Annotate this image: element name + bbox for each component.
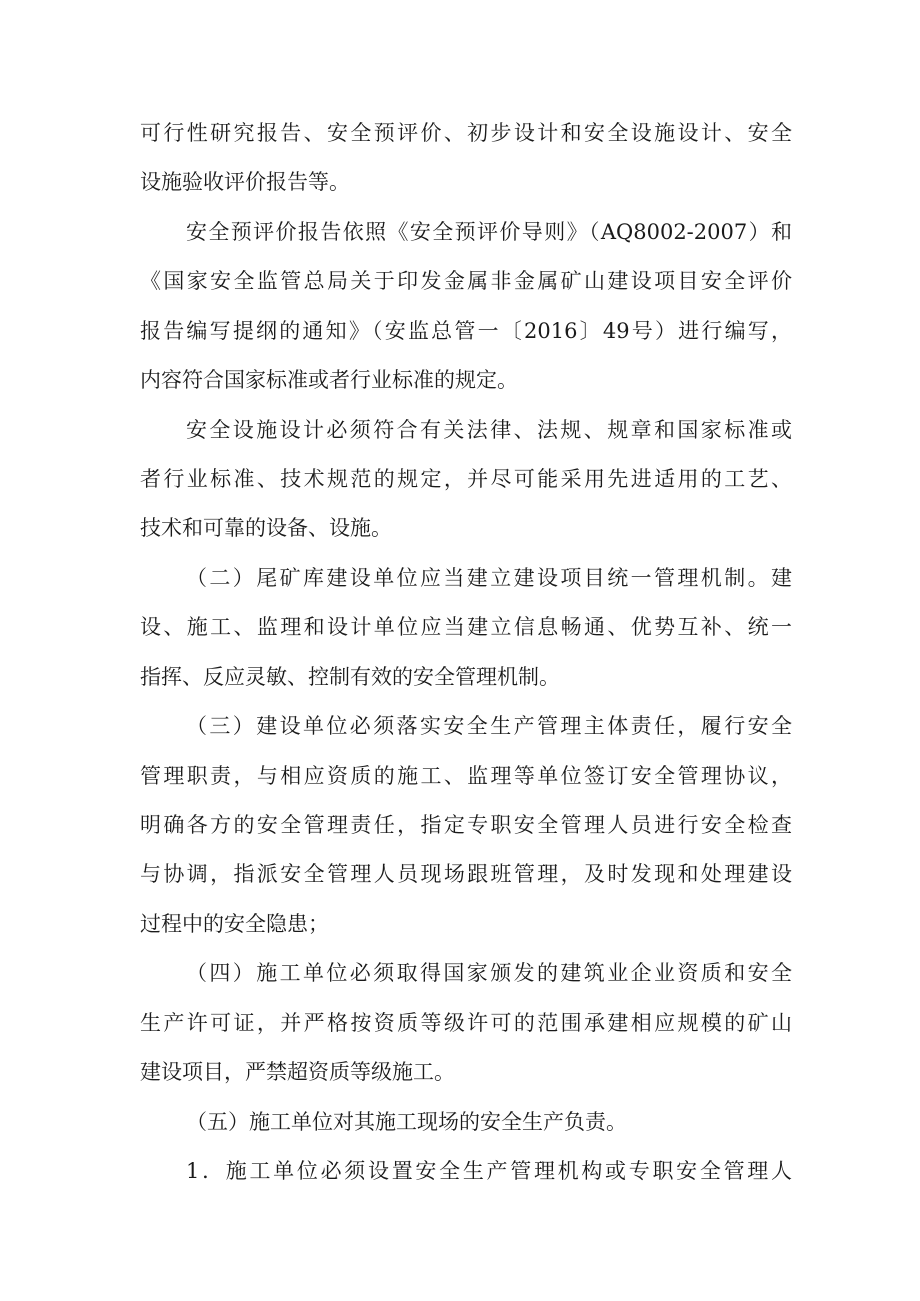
text-line: 与协调，指派安全管理人员现场跟班管理，及时发现和处理建设 bbox=[140, 862, 792, 886]
paragraph-start-line: （五）施工单位对其施工现场的安全生产负责。 bbox=[186, 1110, 627, 1134]
paragraph-start-line: （四）施工单位必须取得国家颁发的建筑业企业资质和安全 bbox=[186, 961, 792, 985]
text-line: 管理职责，与相应资质的施工、监理等单位签订安全管理协议， bbox=[140, 764, 792, 788]
text-line: 可行性研究报告、安全预评价、初步设计和安全设施设计、安全 bbox=[140, 121, 792, 145]
paragraph-start-line: （三）建设单位必须落实安全生产管理主体责任，履行安全 bbox=[186, 714, 792, 738]
paragraph-start-line: （二）尾矿库建设单位应当建立建设项目统一管理机制。建 bbox=[186, 566, 792, 590]
text-line: 设施验收评价报告等。 bbox=[140, 170, 350, 194]
paragraph-start-line: 安全设施设计必须符合有关法律、法规、规章和国家标准或 bbox=[186, 418, 792, 442]
paragraph-start-line: 1．施工单位必须设置安全生产管理机构或专职安全管理人 bbox=[186, 1159, 792, 1183]
text-line: 明确各方的安全管理责任，指定专职安全管理人员进行安全检查 bbox=[140, 813, 792, 837]
text-line: 建设项目，严禁超资质等级施工。 bbox=[140, 1060, 455, 1084]
text-line: 报告编写提纲的通知》（安监总管一〔2016〕49号）进行编写， bbox=[140, 319, 792, 343]
text-line: 生产许可证，并严格按资质等级许可的范围承建相应规模的矿山 bbox=[140, 1011, 792, 1035]
paragraph-start-line: 安全预评价报告依照《安全预评价导则》（AQ8002-2007）和 bbox=[186, 220, 792, 244]
text-line: 设、施工、监理和设计单位应当建立信息畅通、优势互补、统一 bbox=[140, 615, 792, 639]
text-line: 指挥、反应灵敏、控制有效的安全管理机制。 bbox=[140, 665, 560, 689]
text-line: 《国家安全监管总局关于印发金属非金属矿山建设项目安全评价 bbox=[140, 269, 792, 293]
text-line: 技术和可靠的设备、设施。 bbox=[140, 516, 392, 540]
text-line: 内容符合国家标准或者行业标准的规定。 bbox=[140, 368, 518, 392]
text-line: 过程中的安全隐患； bbox=[140, 912, 329, 936]
text-line: 者行业标准、技术规范的规定，并尽可能采用先进适用的工艺、 bbox=[140, 467, 792, 491]
